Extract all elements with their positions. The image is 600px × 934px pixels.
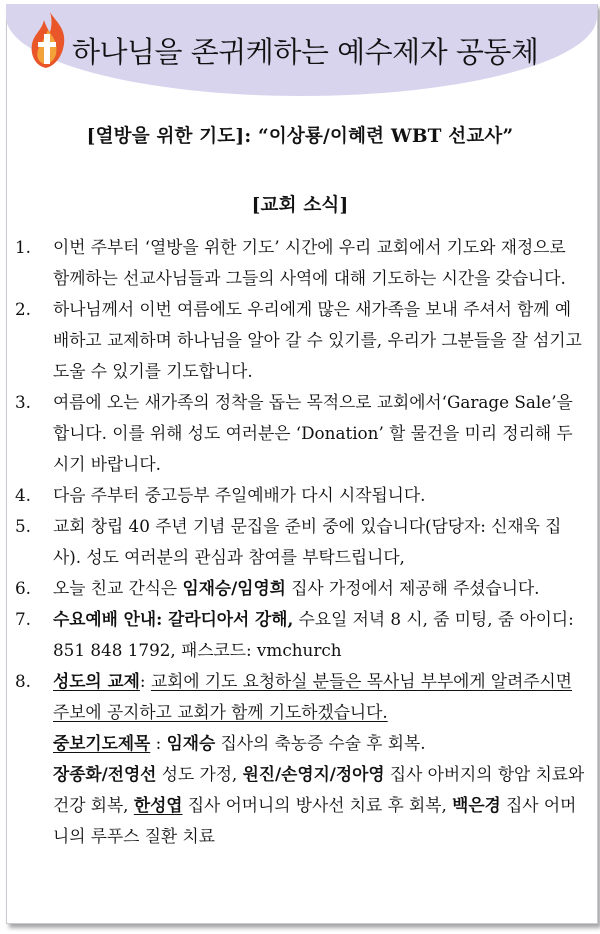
item-text: 하나님께서 이번 여름에도 우리에게 많은 새가족을 보내 주셔서 함께 예배하고 교제하며 하나님을 알아 갈 수 있기를, 우리가 그분들을 잘 섬기고 도울 수 있기를 기도합니다. <box>53 299 582 381</box>
announcement-list <box>15 232 585 852</box>
prayer-requests-label: 중보기도제목 <box>53 733 151 753</box>
host-family-name: 임재승/임영희 <box>182 578 286 598</box>
page-title: 하나님을 존귀케하는 예수제자 공동체 <box>72 35 539 69</box>
item-number: 7. <box>15 609 32 629</box>
item-text: 성도의 교제: 교회에 기도 요청하실 분들은 목사님 부부에게 알려주시면 주보에 공지하고 교회가 함께 기도하겠습니다. <box>53 671 572 722</box>
wednesday-service-label: 수요예배 안내: 갈라디아서 강해, <box>53 609 294 629</box>
item-text: 오늘 친교 간식은 임재승/임영희 집사 가정에서 제공해 주셨습니다. <box>53 578 540 598</box>
item-number: 1. <box>15 237 32 257</box>
item-text: 교회 창립 40 주년 기념 문집을 준비 중에 있습니다(담당자: 신재욱 집사). 성도 여러분의 관심과 참여를 부탁드립니다, <box>53 516 562 567</box>
item-number: 6. <box>15 578 32 598</box>
item-text: 수요예배 안내: 갈라디아서 강해, 수요일 저녁 8 시, 줌 미팅, 줌 아이디: 851 848 1792, 패스코드: vmchurch <box>53 609 574 660</box>
item-number: 8. <box>15 671 32 691</box>
item-text: 다음 주부터 중고등부 주일예배가 다시 시작됩니다. <box>53 485 426 505</box>
item-text: 여름에 오는 새가족의 정착을 돕는 목적으로 교회에서‘Garage Sale’을 합니다. 이를 위해 성도 여러분은 ‘Donation’ 할 물건을 미리 정리해 두시기 바랍니다. <box>53 392 573 474</box>
flame-cross-logo-icon <box>26 10 72 70</box>
fellowship-label: 성도의 교제 <box>53 671 140 691</box>
item-text: 이번 주부터 ‘열방을 위한 기도’ 시간에 우리 교회에서 기도와 재정으로 함께하는 선교사님들과 그들의 사역에 대해 기도하는 시간을 갖습니다. <box>53 237 566 288</box>
item-number: 5. <box>15 516 32 536</box>
item-number: 4. <box>15 485 32 505</box>
item-number: 2. <box>15 299 32 319</box>
list-item <box>15 480 585 511</box>
list-item <box>15 387 585 480</box>
list-item <box>15 511 585 573</box>
news-heading: [교회 소식] <box>251 195 349 216</box>
list-item <box>15 294 585 387</box>
prayer-request-notice: 교회에 기도 요청하실 분들은 목사님 부부에게 알려주시면 주보에 공지하고 교회가 함께 기도하겠습니다. <box>53 671 572 722</box>
prayer-heading: [열방을 위한 기도]: “이상룡/이혜련 WBT 선교사” <box>86 126 514 147</box>
list-item <box>15 604 585 666</box>
prayer-requests: 중보기도제목 : 임재승 집사의 축농증 수술 후 회복. 장종화/전영선 성도 가정, 원진/손영지/정아영 집사 아버지의 항암 치료와 건강 회복, 한성엽 집사 어머니의 방사선 치료 후 회복, 백은경 집사 어머니의 루푸스 질환 치료 <box>53 733 585 846</box>
list-item <box>15 666 585 728</box>
item-number: 3. <box>15 392 32 412</box>
list-item <box>15 232 585 294</box>
list-item <box>15 573 585 604</box>
